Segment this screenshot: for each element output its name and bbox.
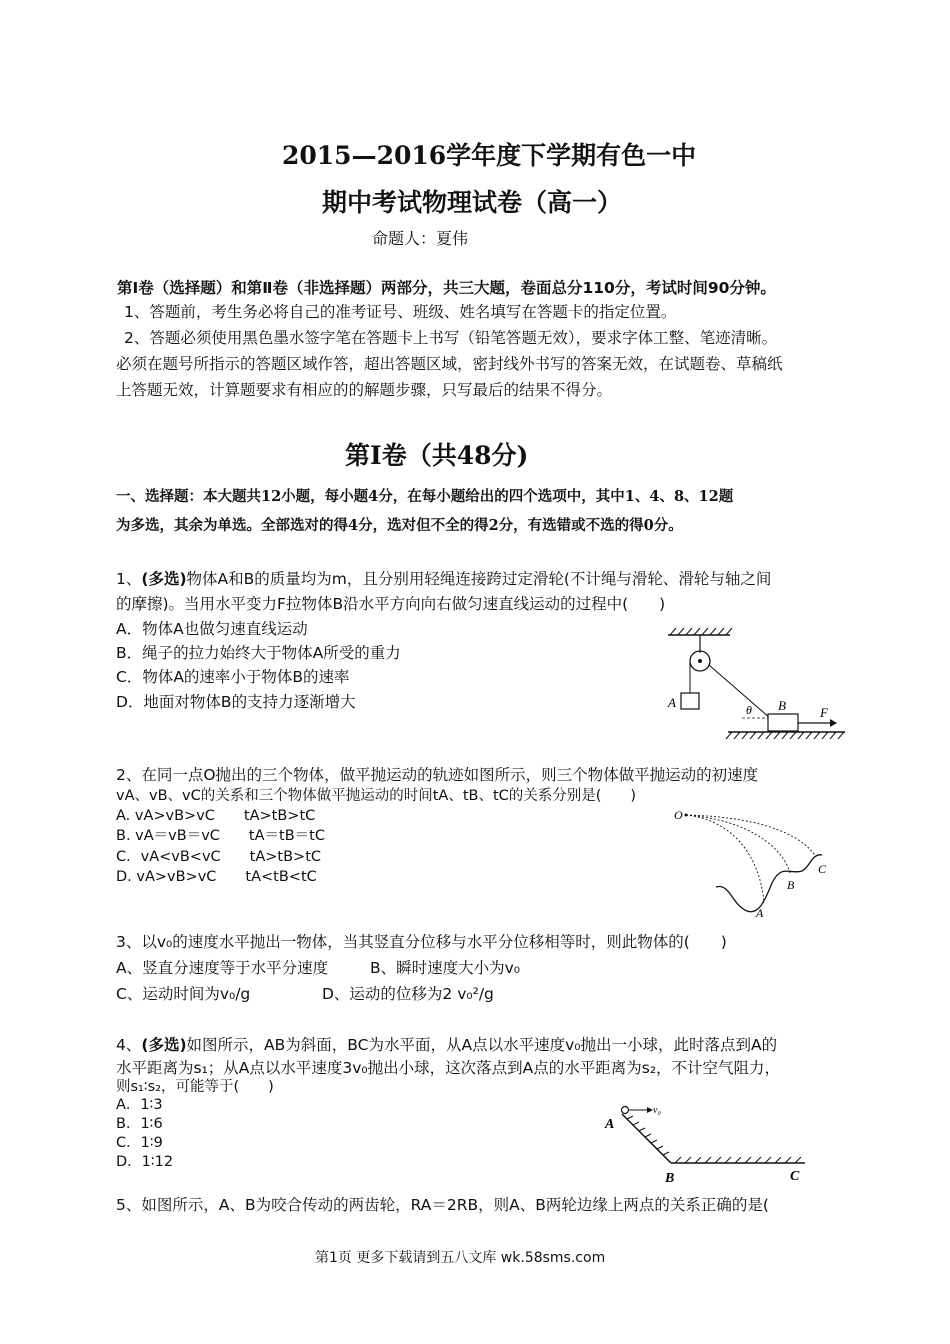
q3-option-d: D、运动的位移为2 v₀²/g [322,985,494,1003]
q1-option-a: A．物体A也做匀速直线运动 [116,620,308,638]
q2-stem-line2: vA、vB、vC的关系和三个物体做平抛运动的时间tA、tB、tC的关系分别是( ) [116,788,637,804]
q3-option-a: A、竖直分速度等于水平分速度 [116,959,329,977]
exam-author: 命题人：夏伟 [372,229,469,248]
q1-number: 1、 [116,570,142,588]
q4-option-d: D．1∶12 [116,1154,174,1170]
q2-label-b: B [787,878,795,892]
q2-option-c: C．vA<vB<vC tA>tB>tC [116,849,322,865]
q5-stem: 5、如图所示，A、B为咬合传动的两齿轮，RA＝2RB，则A、B两轮边缘上两点的关系正确的是( [116,1196,769,1214]
q1-label-theta: θ [746,703,752,717]
instruction-note-2-line3: 上答题无效，计算题要求有相应的的解题步骤，只写最后的结果不得分。 [116,381,613,399]
q1-label-f: F [820,705,828,720]
q1-option-b: B．绳子的拉力始终大于物体A所受的重力 [116,644,401,662]
exam-summary: 第Ⅰ卷（选择题）和第Ⅱ卷（非选择题）两部分，共三大题，卷面总分110分，考试时间90分钟。 [117,279,776,297]
q1-pulley-figure [660,625,850,745]
q4-label-c: C [790,1169,800,1184]
q3-stem: 3、以v₀的速度水平抛出一物体，当其竖直分位移与水平分位移相等时，则此物体的( ) [116,933,727,951]
q1-multi-tag: (多选) [141,570,187,588]
q2-trajectory-figure [672,805,842,920]
section-instructions-line1: 一、选择题：本大题共12小题，每小题4分，在每小题给出的四个选项中，其中1、4、8、12题 [116,488,734,505]
q1-stem-line1 [116,567,771,591]
section-instructions-line2: 为多选，其余为单选。全部选对的得4分，选对但不全的得2分，有选错或不选的得0分。 [116,517,683,534]
q2-option-a: A. vA>vB>vC tA>tB>tC [116,808,316,824]
q2-label-a: A [756,906,764,920]
q2-label-o: O [674,808,683,822]
section-heading: 第Ⅰ卷（共48分) [345,441,529,470]
q4-stem-line1 [116,1033,777,1057]
q1-option-d: D．地面对物体B的支持力逐渐增大 [116,693,356,711]
q2-stem-line1: 2、在同一点O抛出的三个物体，做平抛运动的轨迹如图所示，则三个物体做平抛运动的初速度 [116,766,759,784]
q4-option-c: C．1∶9 [116,1135,163,1151]
q4-label-v: v₀ [653,1105,661,1116]
page-footer: 第1页 更多下载请到五八文库 wk.58sms.com [315,1250,606,1266]
q4-incline-figure [605,1100,815,1185]
q1-label-a: A [668,695,676,710]
q4-multi-tag: (多选) [141,1036,187,1054]
q4-stem-line2: 水平距离为s₁；从A点以水平速度3v₀抛出小球，这次落点到A点的水平距离为s₂，不计空气阻力， [116,1059,781,1077]
q1-label-b: B [778,698,786,713]
q2-label-c: C [818,862,827,876]
q4-option-a: A．1∶3 [116,1097,163,1113]
q1-stem-line2: 的摩擦)。当用水平变力F拉物体B沿水平方向向右做匀速直线运动的过程中( ) [116,595,666,613]
q3-option-b: B、瞬时速度大小为v₀ [370,959,521,977]
q4-number: 4、 [116,1036,142,1054]
q1-option-c: C．物体A的速率小于物体B的速率 [116,668,350,686]
q3-option-c: C、运动时间为v₀/g [116,985,251,1003]
instruction-note-2-line2: 必须在题号所指示的答题区域作答，超出答题区域，密封线外书写的答案无效，在试题卷、草稿纸 [116,355,783,373]
q2-option-b: B. vA＝vB＝vC tA＝tB＝tC [116,828,325,844]
instruction-note-1: 1、答题前，考生务必将自己的准考证号、班级、姓名填写在答题卡的指定位置。 [124,303,677,321]
q2-option-d: D. vA>vB>vC tA<tB<tC [116,869,317,885]
q4-label-b: B [665,1171,675,1186]
q4-stem-line3: 则s₁∶s₂，可能等于( ) [116,1079,274,1095]
exam-title-line1: 2015—2016学年度下学期有色一中 [282,141,697,170]
exam-title-line2: 期中考试物理试卷（高一） [322,188,623,217]
q4-option-b: B．1∶6 [116,1116,163,1132]
instruction-note-2-line1: 2、答题必须使用黑色墨水签字笔在答题卡上书写（铅笔答题无效），要求字体工整、笔迹清晰。 [124,329,778,347]
q4-stem-text: 如图所示，AB为斜面，BC为水平面，从A点以水平速度v₀抛出一小球，此时落点到A的 [186,1036,778,1054]
q1-stem-text: 物体A和B的质量均为m，且分别用轻绳连接跨过定滑轮(不计绳与滑轮、滑轮与轴之间 [186,570,772,588]
q4-label-a: A [605,1117,615,1132]
